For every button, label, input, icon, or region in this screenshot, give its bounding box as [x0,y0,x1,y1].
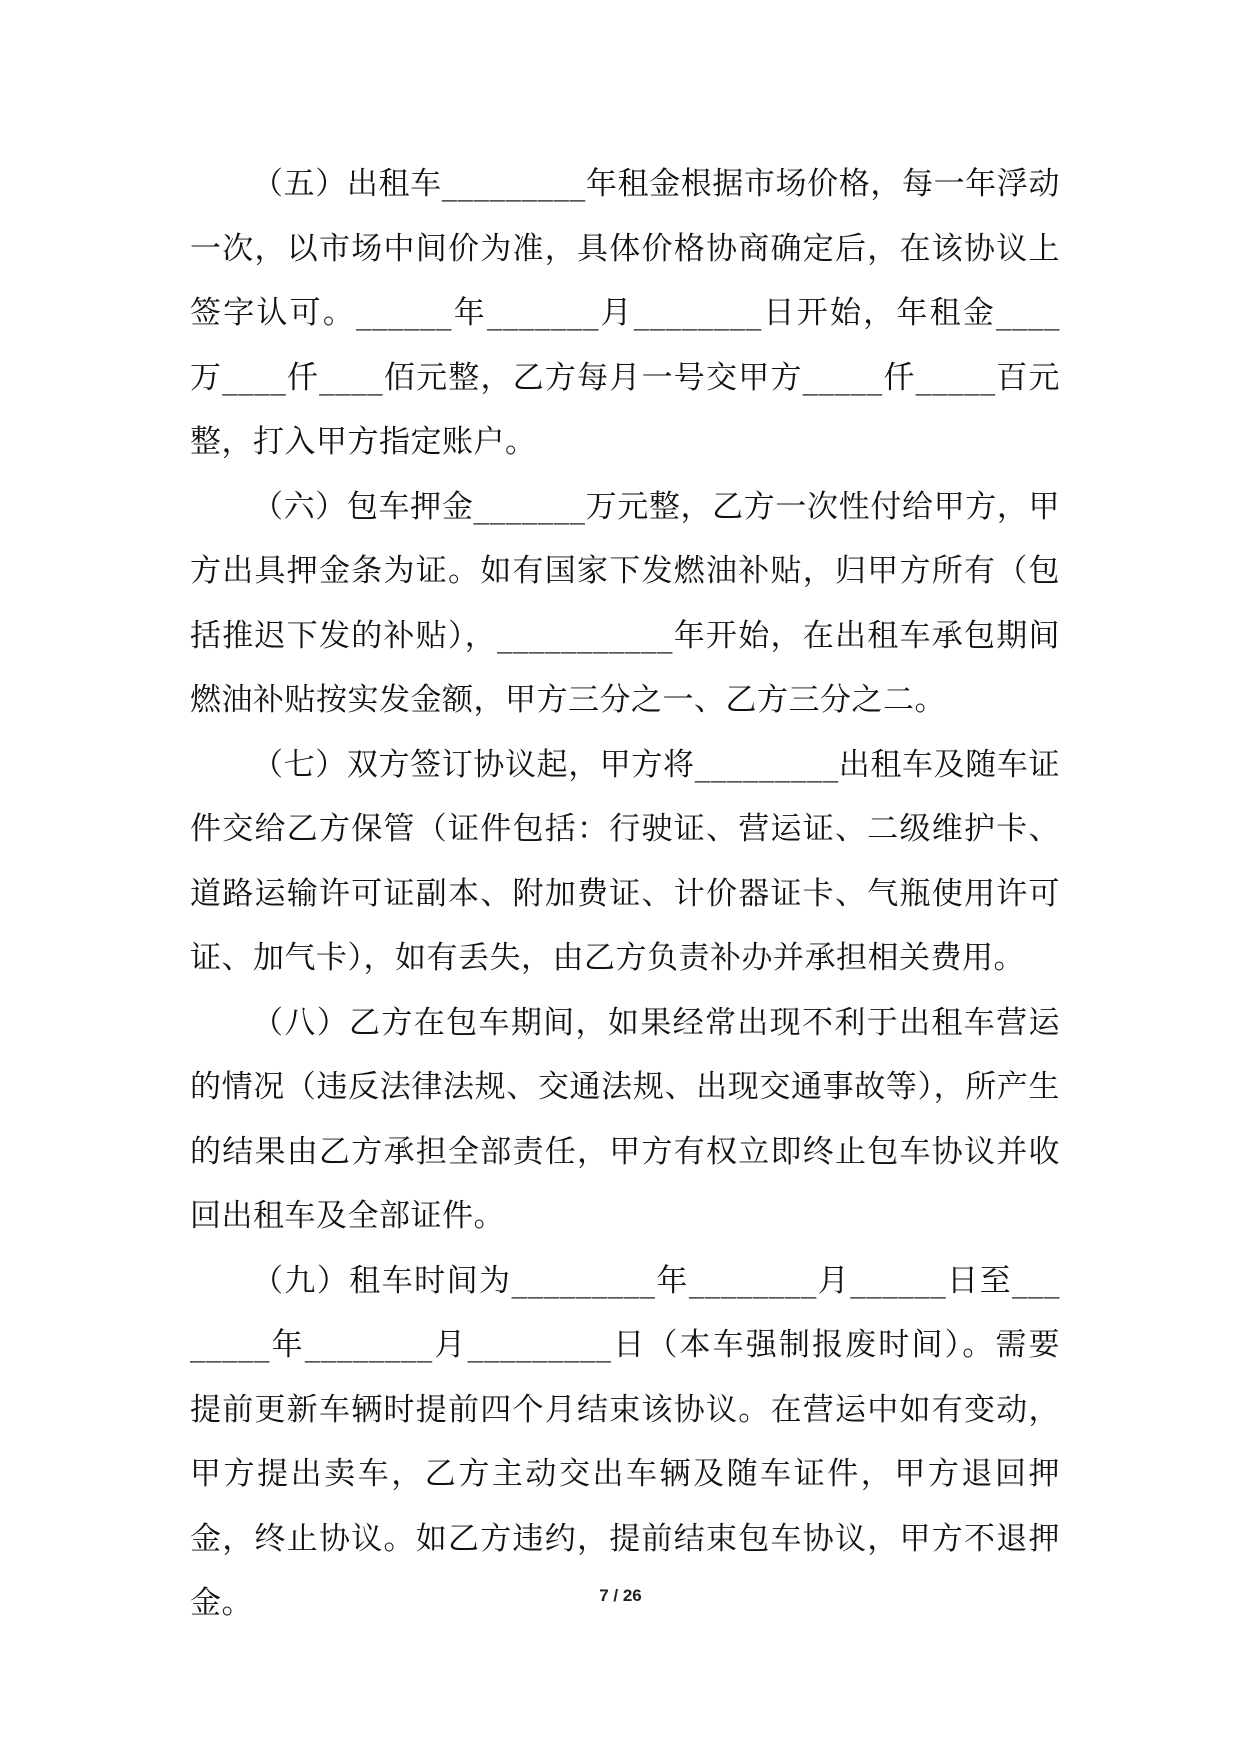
page-number: 7 / 26 [599,1586,642,1605]
clause-7-paragraph: （七）双方签订协议起，甲方将_________出租车及随车证件交给乙方保管（证件包括：行驶证、营运证、二级维护卡、道路运输许可证副本、附加费证、计价器证卡、气瓶使用许可证、加气卡），如有丢失，由乙方负责补办并承担相关费用。 [190,746,1060,976]
clause-8-paragraph: （八）乙方在包车期间，如果经常出现不利于出租车营运的情况（违反法律法规、交通法规、出现交通事故等），所产生的结果由乙方承担全部责任，甲方有权立即终止包车协议并收回出租车及全部证件。 [190,1004,1060,1234]
clause-5-paragraph: （五）出租车_________年租金根据市场价格，每一年浮动一次，以市场中间价为准，具体价格协商确定后，在该协议上签字认可。______年_______月________日开始，年租金____万____仟____佰元整，乙方每月一号交甲方_____仟_____百元整，打入甲方指定账户。 [190,166,1060,460]
document-body [190,152,1060,1636]
clause-6-paragraph: （六）包车押金_______万元整，乙方一次性付给甲方，甲方出具押金条为证。如有国家下发燃油补贴，归甲方所有（包括推迟下发的补贴），___________年开始，在出租车承包期间燃油补贴按实发金额，甲方三分之一、乙方三分之二。 [190,488,1060,718]
clause-9-paragraph: （九）租车时间为_________年________月______日至________年________月_________日（本车强制报废时间）。需要提前更新车辆时提前四个月结束该协议。在营运中如有变动，甲方提出卖车，乙方主动交出车辆及随车证件，甲方退回押金，终止协议。如乙方违约，提前结束包车协议，甲方不退押金。 [190,1262,1060,1621]
